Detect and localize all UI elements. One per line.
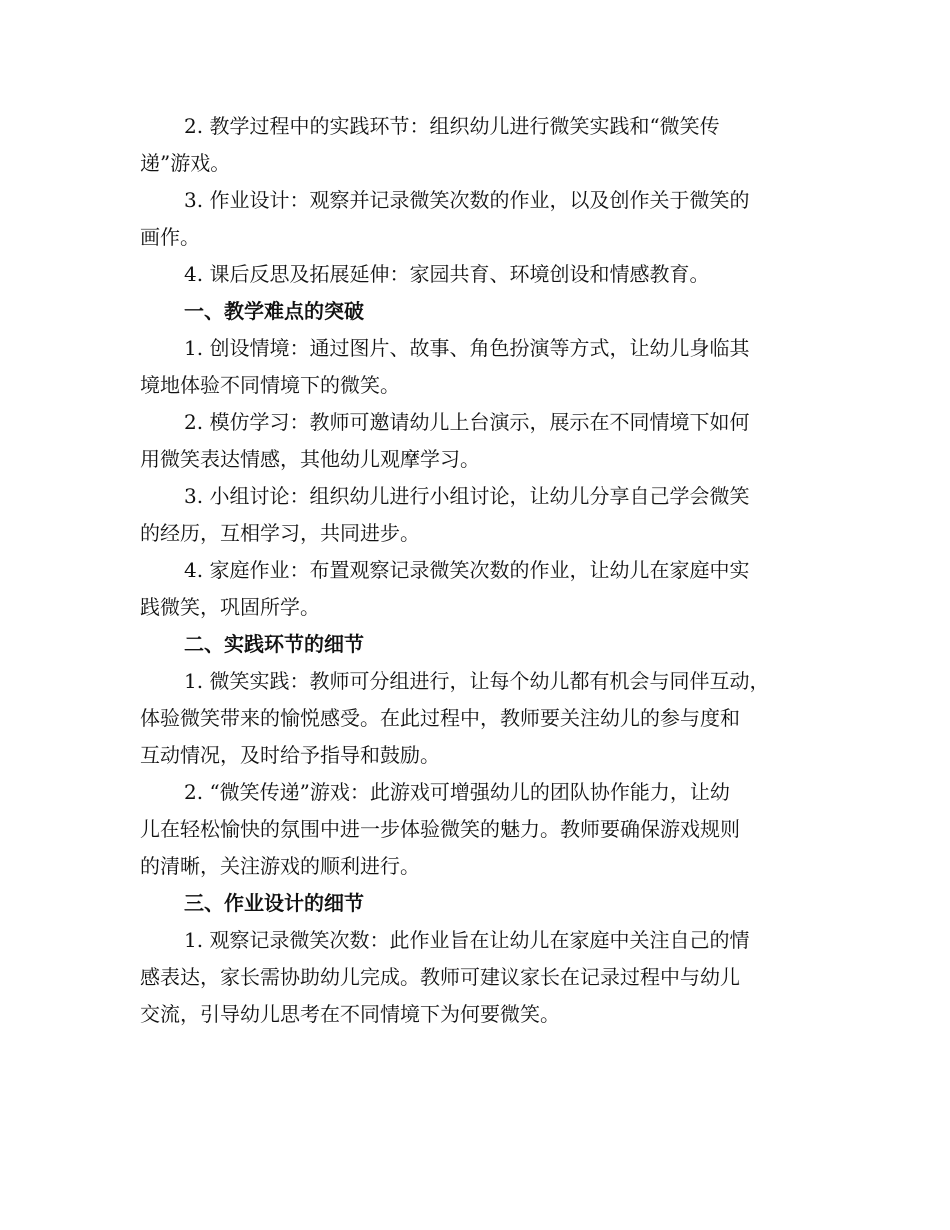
text-line: 2. 模仿学习：教师可邀请幼儿上台演示，展示在不同情境下如何	[184, 410, 750, 434]
text-line: 互动情况，及时给予指导和鼓励。	[140, 743, 440, 767]
text-line: 的清晰，关注游戏的顺利进行。	[140, 854, 420, 878]
section-heading	[140, 885, 820, 922]
text-line: 感表达，家长需协助幼儿完成。教师可建议家长在记录过程中与幼儿	[140, 965, 740, 989]
paragraph	[140, 552, 820, 626]
text-line: 三、作业设计的细节	[184, 891, 364, 915]
text-line: 用微笑表达情感，其他幼儿观摩学习。	[140, 447, 480, 471]
document-body	[140, 108, 820, 1033]
text-line: 1. 观察记录微笑次数：此作业旨在让幼儿在家庭中关注自己的情	[184, 928, 750, 952]
text-line: 2. “微笑传递”游戏：此游戏可增强幼儿的团队协作能力，让幼	[184, 780, 730, 804]
text-line: 践微笑，巩固所学。	[140, 595, 320, 619]
paragraph	[140, 774, 820, 885]
text-line: 画作。	[140, 225, 200, 249]
text-line: 二、实践环节的细节	[184, 632, 364, 656]
text-line: 4. 课后反思及拓展延伸：家园共育、环境创设和情感教育。	[184, 262, 710, 286]
paragraph	[140, 256, 820, 293]
text-line: 3. 小组讨论：组织幼儿进行小组讨论，让幼儿分享自己学会微笑	[184, 484, 750, 508]
text-line: 1. 创设情境：通过图片、故事、角色扮演等方式，让幼儿身临其	[184, 336, 750, 360]
text-line: 3. 作业设计：观察并记录微笑次数的作业，以及创作关于微笑的	[184, 188, 750, 212]
paragraph	[140, 330, 820, 404]
text-line: 交流，引导幼儿思考在不同情境下为何要微笑。	[140, 1002, 560, 1026]
paragraph	[140, 663, 820, 774]
text-line: 儿在轻松愉快的氛围中进一步体验微笑的魅力。教师要确保游戏规则	[140, 817, 740, 841]
section-heading	[140, 293, 820, 330]
text-line: 的经历，互相学习，共同进步。	[140, 521, 420, 545]
paragraph	[140, 182, 820, 256]
paragraph	[140, 108, 820, 182]
paragraph	[140, 404, 820, 478]
paragraph	[140, 478, 820, 552]
text-line: 境地体验不同情境下的微笑。	[140, 373, 400, 397]
text-line: 递”游戏。	[140, 151, 231, 175]
section-heading	[140, 626, 820, 663]
paragraph	[140, 922, 820, 1033]
text-line: 2. 教学过程中的实践环节：组织幼儿进行微笑实践和“微笑传	[184, 114, 720, 138]
text-line: 体验微笑带来的愉悦感受。在此过程中，教师要关注幼儿的参与度和	[140, 706, 740, 730]
text-line: 一、教学难点的突破	[184, 299, 364, 323]
text-line: 4. 家庭作业：布置观察记录微笑次数的作业，让幼儿在家庭中实	[184, 558, 750, 582]
text-line: 1. 微笑实践：教师可分组进行，让每个幼儿都有机会与同伴互动，	[184, 669, 770, 693]
